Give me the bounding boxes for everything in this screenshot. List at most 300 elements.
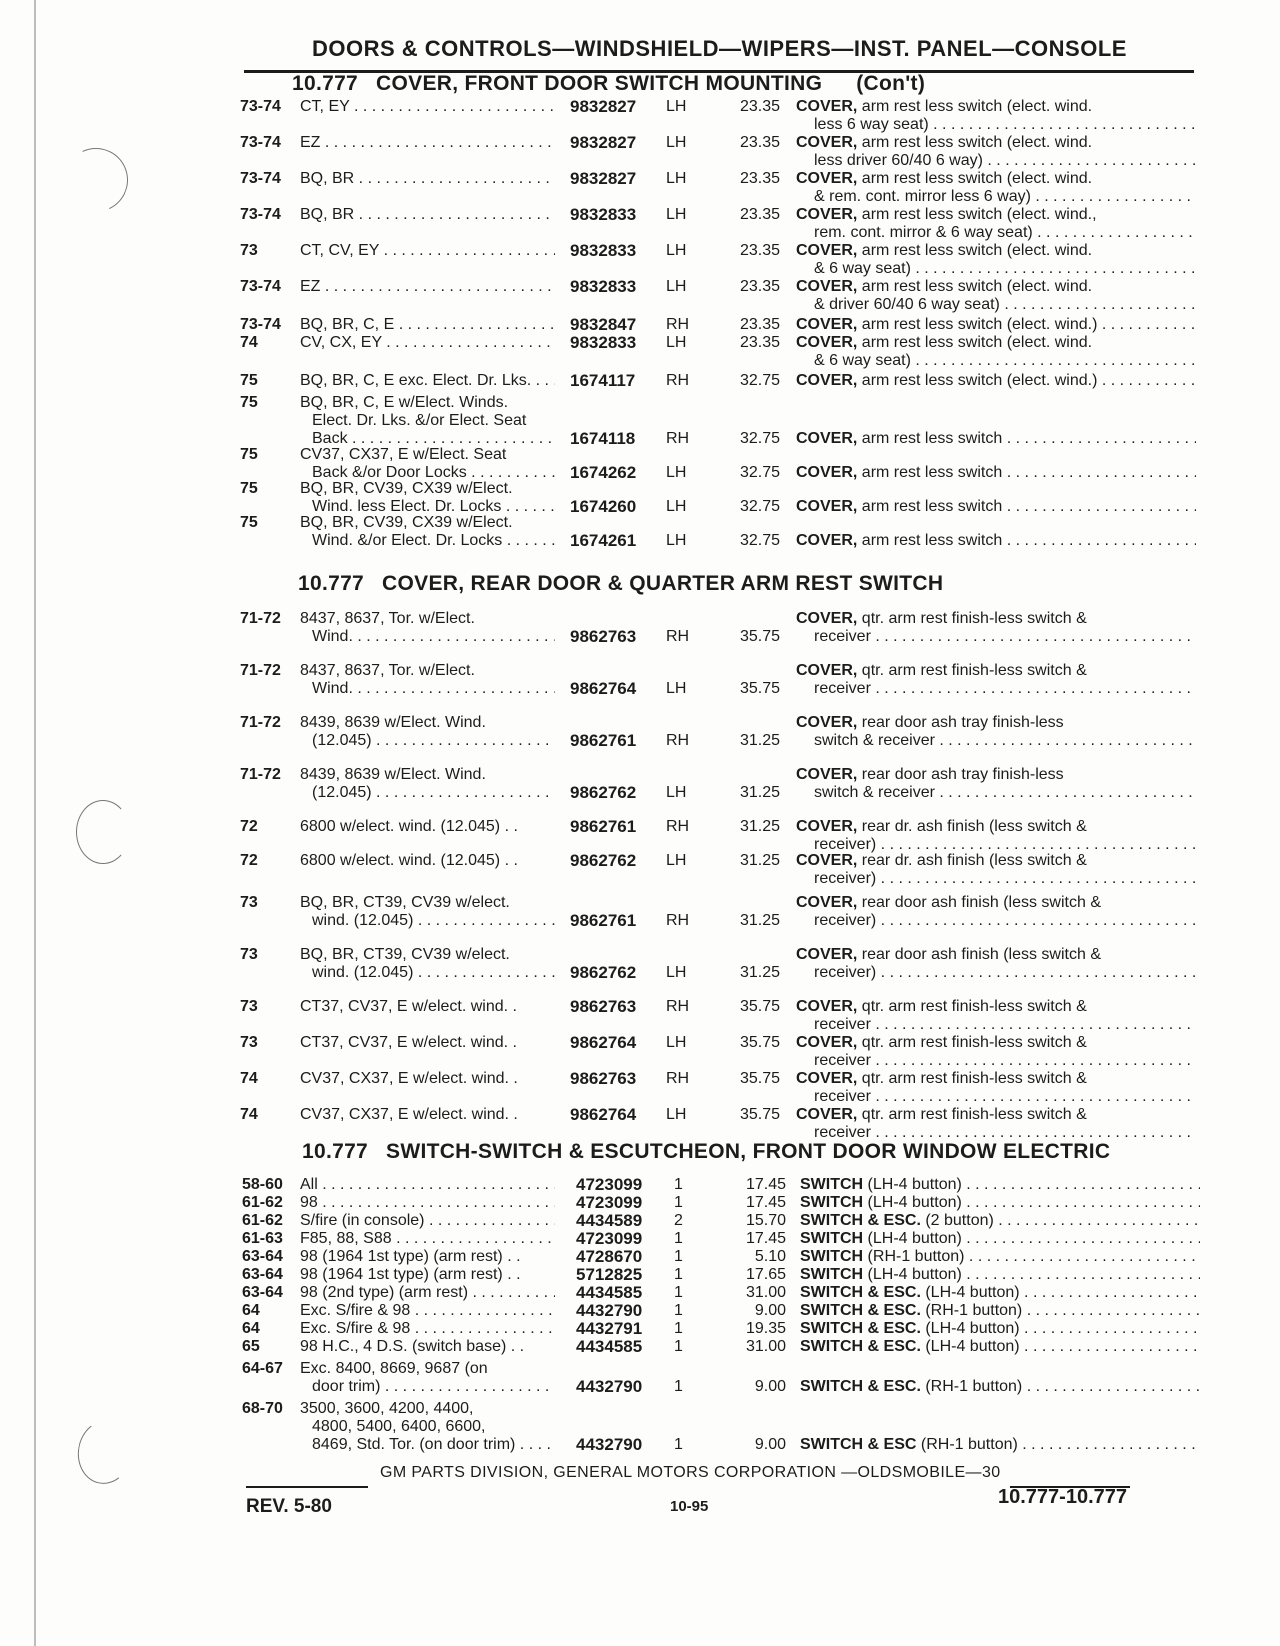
description-keyword: SWITCH & ESC. xyxy=(800,1212,921,1229)
description xyxy=(796,206,1196,242)
description xyxy=(800,1266,1200,1284)
part-number: 9832827 xyxy=(570,133,637,152)
side: LH xyxy=(666,278,687,295)
description-line: SWITCH (RH-1 button) . . . xyxy=(800,1248,1200,1266)
model-applicability xyxy=(300,1106,555,1124)
model-applicability xyxy=(300,1248,555,1266)
part-number: 9862764 xyxy=(570,679,637,698)
description-keyword: COVER, xyxy=(796,1070,858,1087)
price: 31.25 xyxy=(739,852,780,869)
description-keyword: COVER, xyxy=(796,852,858,869)
description-keyword: COVER, xyxy=(796,334,858,351)
part-number: 4432790 xyxy=(576,1377,643,1396)
model-line: Back &/or Door Locks . . . xyxy=(300,464,555,482)
description-keyword: SWITCH xyxy=(800,1194,864,1211)
model-applicability xyxy=(300,946,555,982)
quantity: 1 xyxy=(674,1284,683,1301)
description-line: switch & receiver . . . xyxy=(796,732,1196,750)
description-line: receiver) . . . xyxy=(796,964,1196,982)
punch-hole-top xyxy=(55,139,137,221)
model-applicability xyxy=(300,1338,555,1356)
price: 35.75 xyxy=(739,1034,780,1051)
model-applicability xyxy=(300,998,555,1016)
page-number: 10-95 xyxy=(670,1498,709,1515)
price: 23.35 xyxy=(739,170,780,187)
description xyxy=(800,1320,1200,1338)
quantity: 1 xyxy=(674,1176,683,1193)
description-keyword: COVER, xyxy=(796,766,858,783)
description xyxy=(800,1248,1200,1266)
price: 31.25 xyxy=(739,818,780,835)
part-number: 9862761 xyxy=(570,911,637,930)
price: 17.45 xyxy=(745,1176,786,1193)
description-line: COVER, arm rest less switch (elect. wind.) . . . . xyxy=(796,316,1196,334)
model-year: 64 xyxy=(242,1302,260,1319)
description-keyword: COVER, xyxy=(796,998,858,1015)
punch-hole-middle xyxy=(76,800,130,864)
description-keyword: SWITCH & ESC. xyxy=(800,1378,921,1395)
description xyxy=(800,1302,1200,1320)
model-line: Exc. 8400, 8669, 9687 (on xyxy=(300,1360,488,1377)
model-line: Elect. Dr. Lks. &/or Elect. Seat xyxy=(312,412,527,429)
description-line: COVER, arm rest less switch . . . xyxy=(796,532,1196,550)
price: 19.35 xyxy=(745,1320,786,1337)
model-year: 68-70 xyxy=(242,1400,283,1417)
description-keyword: SWITCH xyxy=(800,1266,864,1283)
model-line: BQ, BR, CT39, CV39 w/elect. xyxy=(300,946,510,963)
part-number: 9832833 xyxy=(570,277,637,296)
side: LH xyxy=(666,170,687,187)
part-number: 4432790 xyxy=(576,1301,643,1320)
model-year: 63-64 xyxy=(242,1284,283,1301)
part-number: 4723099 xyxy=(576,1193,643,1212)
quantity: 1 xyxy=(674,1266,683,1283)
description xyxy=(796,852,1196,888)
description-line: SWITCH (LH-4 button) . . . xyxy=(800,1176,1200,1194)
model-line: 8439, 8639 w/Elect. Wind. xyxy=(300,766,486,783)
description-keyword: COVER, xyxy=(796,498,858,515)
model-year: 71-72 xyxy=(240,662,281,679)
model-line: 98 . . . xyxy=(300,1194,555,1212)
price: 23.35 xyxy=(739,134,780,151)
side: LH xyxy=(666,1106,687,1123)
model-line: BQ, BR, C, E exc. Elect. Dr. Lks. . . . xyxy=(300,372,555,390)
model-year: 73 xyxy=(240,998,258,1015)
model-applicability xyxy=(300,852,555,870)
price: 5.10 xyxy=(754,1248,786,1265)
side: LH xyxy=(666,464,687,481)
description-line: SWITCH (LH-4 button) . . . xyxy=(800,1230,1200,1248)
model-line: F85, 88, S88 . . . xyxy=(300,1230,555,1248)
description-line: receiver) . . . xyxy=(796,912,1196,930)
model-year: 75 xyxy=(240,372,258,389)
description xyxy=(796,1034,1196,1070)
model-applicability xyxy=(300,134,555,152)
model-line: BQ, BR, CT39, CV39 w/elect. xyxy=(300,894,510,911)
model-year: 58-60 xyxy=(242,1176,283,1193)
side: RH xyxy=(666,372,690,389)
section-range: 10.777-10.777 xyxy=(998,1486,1128,1508)
model-line: CV37, CX37, E w/elect. wind. . xyxy=(300,1106,518,1123)
model-applicability xyxy=(300,98,555,116)
model-applicability xyxy=(300,1320,555,1338)
description-line: COVER, arm rest less switch (elect. wind. xyxy=(796,98,1093,115)
model-line: CV, CX, EY . . . xyxy=(300,334,555,352)
description-line: COVER, arm rest less switch . . . xyxy=(796,464,1196,482)
side: LH xyxy=(666,334,687,351)
description xyxy=(796,998,1196,1034)
catalog-page xyxy=(240,30,1200,1610)
price: 17.45 xyxy=(745,1230,786,1247)
price: 31.00 xyxy=(745,1338,786,1355)
model-applicability xyxy=(300,1176,555,1194)
revision-label: REV. 5-80 xyxy=(246,1496,332,1517)
part-number: 9862762 xyxy=(570,851,637,870)
model-line: CV37, CX37, E w/Elect. Seat xyxy=(300,446,507,463)
model-year: 61-62 xyxy=(242,1194,283,1211)
part-number: 9862762 xyxy=(570,783,637,802)
price: 23.35 xyxy=(739,334,780,351)
part-number: 4728670 xyxy=(576,1247,643,1266)
side: LH xyxy=(666,134,687,151)
side: RH xyxy=(666,998,690,1015)
description xyxy=(800,1338,1200,1356)
quantity: 1 xyxy=(674,1378,683,1395)
description-keyword: COVER, xyxy=(796,532,858,549)
description-keyword: SWITCH & ESC. xyxy=(800,1320,921,1337)
price: 35.75 xyxy=(739,1070,780,1087)
description-line: COVER, arm rest less switch (elect. wind. xyxy=(796,134,1093,151)
model-applicability xyxy=(300,1034,555,1052)
description-keyword: COVER, xyxy=(796,278,858,295)
part-number: 9832827 xyxy=(570,97,637,116)
part-number: 1674117 xyxy=(570,371,636,390)
part-number: 1674261 xyxy=(570,531,637,550)
model-applicability xyxy=(300,818,555,836)
description-keyword: COVER, xyxy=(796,242,858,259)
price: 32.75 xyxy=(739,464,780,481)
price: 23.35 xyxy=(739,278,780,295)
footer-text: GM PARTS DIVISION, GENERAL MOTORS CORPORATION —OLDSMOBILE—30 xyxy=(380,1464,1001,1481)
description-line: SWITCH & ESC (RH-1 button) . . . xyxy=(800,1436,1200,1454)
description xyxy=(796,610,1196,646)
model-line: BQ, BR, C, E . . . xyxy=(300,316,555,334)
model-applicability xyxy=(300,316,555,334)
description-line: COVER, qtr. arm rest finish-less switch & xyxy=(796,998,1087,1015)
description-line: COVER, rear door ash tray finish-less xyxy=(796,766,1064,783)
model-year: 75 xyxy=(240,394,258,411)
section-heading: COVER, REAR DOOR & QUARTER ARM REST SWITCH xyxy=(382,572,944,595)
side: LH xyxy=(666,964,687,981)
description-line: SWITCH (LH-4 button) . . . xyxy=(800,1266,1200,1284)
model-line: door trim) . . . xyxy=(300,1378,555,1396)
model-year: 73-74 xyxy=(240,206,281,223)
model-line: CT, CV, EY . . . xyxy=(300,242,555,260)
model-applicability xyxy=(300,1230,555,1248)
part-number: 9832833 xyxy=(570,241,637,260)
price: 35.75 xyxy=(739,998,780,1015)
price: 17.45 xyxy=(745,1194,786,1211)
side: LH xyxy=(666,98,687,115)
model-applicability xyxy=(300,1212,555,1230)
description-line: COVER, rear door ash tray finish-less xyxy=(796,714,1064,731)
description-line: & driver 60/40 6 way seat) . . . xyxy=(796,296,1196,314)
part-number: 4434585 xyxy=(576,1283,643,1302)
model-year: 61-63 xyxy=(242,1230,283,1247)
model-year: 64 xyxy=(242,1320,260,1337)
model-line: CV37, CX37, E w/elect. wind. . xyxy=(300,1070,518,1087)
model-applicability xyxy=(300,766,555,802)
footer-rule-left xyxy=(246,1486,368,1488)
model-year: 75 xyxy=(240,480,258,497)
description xyxy=(796,766,1196,802)
price: 31.25 xyxy=(739,784,780,801)
description xyxy=(796,662,1196,698)
description xyxy=(796,498,1196,516)
description xyxy=(796,242,1196,278)
description xyxy=(800,1176,1200,1194)
description xyxy=(796,946,1196,982)
model-year: 73 xyxy=(240,242,258,259)
description-line: receiver) . . . xyxy=(796,836,1196,854)
model-applicability xyxy=(300,1194,555,1212)
model-line: EZ . . . xyxy=(300,134,555,152)
part-number: 4432790 xyxy=(576,1435,643,1454)
model-year: 73-74 xyxy=(240,134,281,151)
price: 31.25 xyxy=(739,732,780,749)
model-year: 71-72 xyxy=(240,714,281,731)
description-line: receiver) . . . xyxy=(796,870,1196,888)
description-line: COVER, arm rest less switch (elect. wind.) . . . . xyxy=(796,372,1196,390)
quantity: 1 xyxy=(674,1194,683,1211)
description-line: COVER, arm rest less switch (elect. wind. xyxy=(796,278,1093,295)
description xyxy=(800,1230,1200,1248)
description-line: receiver . . . xyxy=(796,1124,1196,1142)
description-line: receiver . . . xyxy=(796,1088,1196,1106)
side: RH xyxy=(666,316,690,333)
description-line: receiver . . . xyxy=(796,628,1196,646)
model-year: 75 xyxy=(240,514,258,531)
part-number: 9862764 xyxy=(570,1033,637,1052)
model-line: 6800 w/elect. wind. (12.045) . . xyxy=(300,852,518,869)
price: 31.00 xyxy=(745,1284,786,1301)
quantity: 1 xyxy=(674,1320,683,1337)
section-suffix: (Con't) xyxy=(856,72,926,95)
description-line: SWITCH & ESC. (RH-1 button) . . . xyxy=(800,1378,1200,1396)
side: LH xyxy=(666,852,687,869)
part-number: 1674118 xyxy=(570,429,636,448)
description-line: & 6 way seat) . . . xyxy=(796,352,1196,370)
model-line: wind. (12.045) . . . xyxy=(300,912,555,930)
section-title xyxy=(292,72,925,96)
model-applicability xyxy=(300,514,555,550)
model-applicability xyxy=(300,372,555,390)
section-title xyxy=(298,572,943,596)
model-line: BQ, BR . . . xyxy=(300,170,555,188)
model-line: Wind. . . . xyxy=(300,628,555,646)
description-keyword: COVER, xyxy=(796,98,858,115)
part-number: 9862764 xyxy=(570,1105,637,1124)
price: 9.00 xyxy=(754,1436,786,1453)
description-keyword: SWITCH & ESC. xyxy=(800,1338,921,1355)
description xyxy=(800,1212,1200,1230)
part-number: 4723099 xyxy=(576,1175,643,1194)
model-applicability xyxy=(300,610,555,646)
description xyxy=(796,372,1196,390)
model-applicability xyxy=(300,334,555,352)
description-line: SWITCH & ESC. (LH-4 button) . . . xyxy=(800,1338,1200,1356)
description-line: COVER, arm rest less switch (elect. wind., xyxy=(796,206,1097,223)
price: 35.75 xyxy=(739,1106,780,1123)
description-keyword: COVER, xyxy=(796,946,858,963)
description-keyword: SWITCH xyxy=(800,1230,864,1247)
description xyxy=(796,134,1196,170)
model-applicability xyxy=(300,662,555,698)
part-number: 9832833 xyxy=(570,205,637,224)
model-line: BQ, BR . . . xyxy=(300,206,555,224)
description-keyword: COVER, xyxy=(796,170,858,187)
description xyxy=(796,278,1196,314)
description-keyword: COVER, xyxy=(796,894,858,911)
side: LH xyxy=(666,498,687,515)
model-applicability xyxy=(300,242,555,260)
description-line: & rem. cont. mirror less 6 way) . . . xyxy=(796,188,1196,206)
description-keyword: COVER, xyxy=(796,818,858,835)
price: 32.75 xyxy=(739,430,780,447)
description-line: COVER, rear dr. ash finish (less switch & xyxy=(796,818,1087,835)
description-line: COVER, rear door ash finish (less switch & xyxy=(796,946,1101,963)
price: 32.75 xyxy=(739,532,780,549)
part-number: 4432791 xyxy=(576,1319,643,1338)
model-year: 64-67 xyxy=(242,1360,283,1377)
model-year: 73 xyxy=(240,946,258,963)
description-line: COVER, arm rest less switch (elect. wind. xyxy=(796,334,1093,351)
model-line: 8469, Std. Tor. (on door trim) . . . xyxy=(300,1436,555,1454)
description-line: receiver . . . xyxy=(796,1016,1196,1034)
model-line: 98 (2nd type) (arm rest) . . . xyxy=(300,1284,555,1302)
description-line: SWITCH & ESC. (LH-4 button) . . . xyxy=(800,1320,1200,1338)
description-keyword: SWITCH xyxy=(800,1176,864,1193)
model-applicability xyxy=(300,714,555,750)
description xyxy=(796,1070,1196,1106)
model-line: 8437, 8637, Tor. w/Elect. xyxy=(300,662,475,679)
part-number: 9862761 xyxy=(570,817,637,836)
description xyxy=(800,1194,1200,1212)
model-line: 6800 w/elect. wind. (12.045) . . xyxy=(300,818,518,835)
description-line: COVER, arm rest less switch (elect. wind. xyxy=(796,242,1093,259)
part-number: 9862761 xyxy=(570,731,637,750)
model-year: 74 xyxy=(240,1070,258,1087)
model-line: EZ . . . xyxy=(300,278,555,296)
price: 9.00 xyxy=(754,1302,786,1319)
description-keyword: COVER, xyxy=(796,714,858,731)
model-year: 65 xyxy=(242,1338,260,1355)
side: RH xyxy=(666,430,690,447)
description-keyword: COVER, xyxy=(796,316,858,333)
price: 32.75 xyxy=(739,372,780,389)
description-line: rem. cont. mirror & 6 way seat) . . . xyxy=(796,224,1196,242)
model-applicability xyxy=(300,1302,555,1320)
model-line: Exc. S/fire & 98 . . . xyxy=(300,1302,555,1320)
model-line: S/fire (in console) . . . xyxy=(300,1212,555,1230)
description xyxy=(796,714,1196,750)
section-title xyxy=(302,1140,1110,1164)
model-line: 8437, 8637, Tor. w/Elect. xyxy=(300,610,475,627)
description-keyword: COVER, xyxy=(796,206,858,223)
model-line: Wind. less Elect. Dr. Locks . . . xyxy=(300,498,555,516)
model-line: (12.045) . . . xyxy=(300,784,555,802)
description-line: SWITCH (LH-4 button) . . . xyxy=(800,1194,1200,1212)
part-number: 9862762 xyxy=(570,963,637,982)
model-line: 3500, 3600, 4200, 4400, xyxy=(300,1400,474,1417)
model-year: 63-64 xyxy=(242,1266,283,1283)
model-line: 8439, 8639 w/Elect. Wind. xyxy=(300,714,486,731)
description-line: COVER, rear door ash finish (less switch & xyxy=(796,894,1101,911)
model-line: Wind. &/or Elect. Dr. Locks . . . xyxy=(300,532,555,550)
model-line: (12.045) . . . xyxy=(300,732,555,750)
section-number: 10.777 xyxy=(298,572,365,595)
model-applicability xyxy=(300,278,555,296)
part-number: 9832847 xyxy=(570,315,637,334)
quantity: 1 xyxy=(674,1436,683,1453)
model-line: All . . . xyxy=(300,1176,555,1194)
model-line: Back . . . xyxy=(300,430,555,448)
side: LH xyxy=(666,680,687,697)
model-applicability xyxy=(300,480,555,516)
page-header-title: DOORS & CONTROLS—WINDSHIELD—WIPERS—INST. PANEL—CONSOLE xyxy=(312,36,1127,61)
description xyxy=(796,334,1196,370)
model-applicability xyxy=(300,446,555,482)
description xyxy=(800,1378,1200,1396)
model-line: 98 (1964 1st type) (arm rest) . . xyxy=(300,1266,521,1283)
price: 9.00 xyxy=(754,1378,786,1395)
model-year: 71-72 xyxy=(240,610,281,627)
price: 23.35 xyxy=(739,242,780,259)
model-year: 73-74 xyxy=(240,170,281,187)
description-line: COVER, qtr. arm rest finish-less switch & xyxy=(796,1070,1087,1087)
section-heading: COVER, FRONT DOOR SWITCH MOUNTING xyxy=(376,72,823,95)
description-line: COVER, arm rest less switch (elect. wind. xyxy=(796,170,1093,187)
description-line: SWITCH & ESC. (RH-1 button) . . . xyxy=(800,1302,1200,1320)
model-year: 74 xyxy=(240,334,258,351)
part-number: 4434589 xyxy=(576,1211,643,1230)
description-line: COVER, qtr. arm rest finish-less switch & xyxy=(796,662,1087,679)
model-applicability xyxy=(300,1070,555,1088)
description xyxy=(796,818,1196,854)
description-keyword: COVER, xyxy=(796,1106,858,1123)
description-keyword: COVER, xyxy=(796,372,858,389)
description-keyword: COVER, xyxy=(796,134,858,151)
model-line: 98 (1964 1st type) (arm rest) . . xyxy=(300,1248,521,1265)
model-applicability xyxy=(300,206,555,224)
part-number: 4434585 xyxy=(576,1337,643,1356)
description-line: less driver 60/40 6 way) . . . xyxy=(796,152,1196,170)
part-number: 1674260 xyxy=(570,497,637,516)
side: RH xyxy=(666,818,690,835)
model-line: CT37, CV37, E w/elect. wind. . xyxy=(300,1034,517,1051)
description-keyword: COVER, xyxy=(796,430,858,447)
model-applicability xyxy=(300,394,555,448)
description-keyword: SWITCH & ESC. xyxy=(800,1284,921,1301)
description xyxy=(796,532,1196,550)
part-number: 9862763 xyxy=(570,627,637,646)
description-line: COVER, arm rest less switch . . . xyxy=(796,430,1196,448)
side: LH xyxy=(666,784,687,801)
part-number: 9832833 xyxy=(570,333,637,352)
model-year: 72 xyxy=(240,818,258,835)
part-number: 9862763 xyxy=(570,997,637,1016)
side: LH xyxy=(666,532,687,549)
